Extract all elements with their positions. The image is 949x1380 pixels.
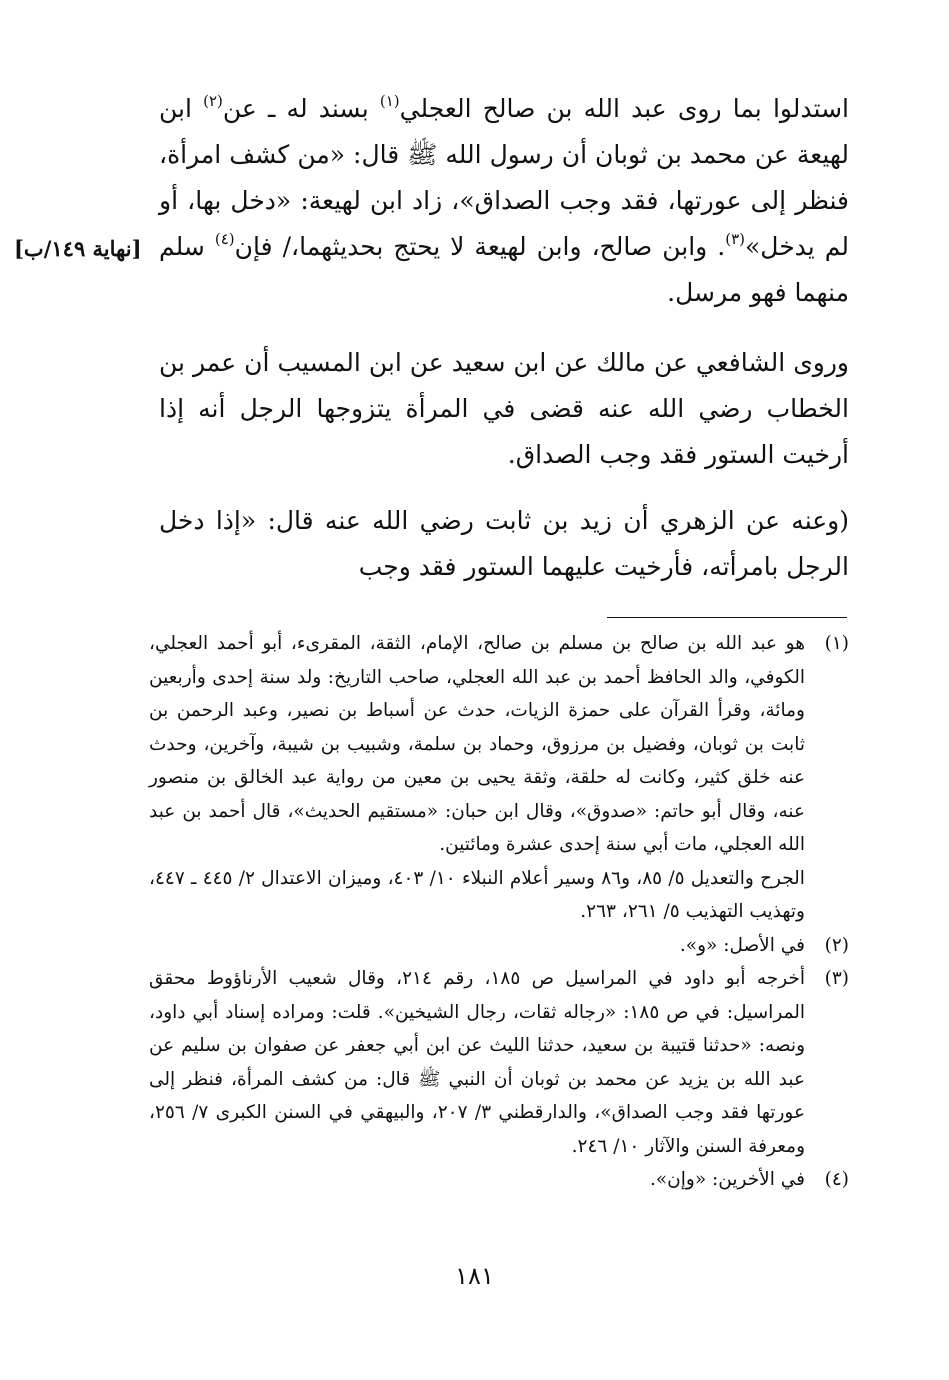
footnote-3 xyxy=(149,962,849,1163)
text-segment: استدلوا بما روى عبد الله بن صالح العجلي xyxy=(399,94,849,123)
footnote-text: هو عبد الله بن صالح بن مسلم بن صالح، الإمام، الثقة، المقرىء، أبو أحمد العجلي، الكوفي، والد الحافظ أحمد بن عبد الله العجلي، صاحب التاريخ: ولد سنة إحدى وأربعين ومائة، وقرأ القرآن على حمزة الزيات، حدث عن أسباط بن نصير، وعبد الرحمن بن ثابت بن ثوبان، وفضيل بن مرزوق، وحماد بن سلمة، وشبيب بن شيبة، وآخرين، وحدث عنه خلق كثير، وكانت له حلقة، وثقة يحيى بن معين من رواية عبد الخالق بن منصور عنه، وقال أبو حاتم: «صدوق»، وقال ابن حبان: «مستقيم الحديث»، قال أحمد بن عبد الله العجلي، مات أبي سنة إحدى عشرة ومائتين. xyxy=(149,633,805,855)
manuscript-folio-marker: [نهاية ١٤٩/ب] xyxy=(14,236,142,261)
footnote-text: الجرح والتعديل ٥/ ٨٥، و٨٦ وسير أعلام النبلاء ١٠/ ٤٠٣، وميزان الاعتدال ٢/ ٤٤٥ ـ ٤٤٧، وتهذيب التهذيب ٥/ ٢٦١، ٢٦٣. xyxy=(149,867,805,922)
text-segment: سلم منهما فهو مرسل. xyxy=(159,232,849,307)
footnote-number: (٤) xyxy=(824,1169,849,1190)
footnote-1 xyxy=(149,627,849,929)
main-paragraph-3: (وعنه عن الزهري أن زيد بن ثابت رضي الله عنه قال: «إذا دخل الرجل بامرأته، فأرخيت عليهما الستور فقد وجب xyxy=(159,506,849,581)
footnote-2 xyxy=(149,929,849,963)
footnote-4 xyxy=(149,1163,849,1197)
text-segment: . وابن صالح، وابن لهيعة لا يحتج بحديثهما،/ فإن xyxy=(234,232,726,261)
footnote-body xyxy=(149,1163,805,1197)
footnote-body xyxy=(149,929,805,963)
main-paragraph-1 xyxy=(159,86,849,316)
footnote-ref-1: (١) xyxy=(379,92,400,110)
page-number: ١٨١ xyxy=(455,1262,494,1290)
footnotes-section xyxy=(149,627,849,1197)
footnote-number: (٣) xyxy=(824,968,849,989)
footnote-ref-4: (٤) xyxy=(214,230,235,248)
footnote-text: أخرجه أبو داود في المراسيل ص ١٨٥، رقم ٢١٤، وقال شعيب الأرناؤوط محقق المراسيل: في ص ١٨٥: «رجاله ثقات، رجال الشيخين». قلت: ومراده إسناد أبي داود، ونصه: «حدثنا قتيبة بن سعيد، حدثنا الليث عن ابن أبي جعفر عن صفوان بن سليم عن عبد الله بن يزيد عن محمد بن ثوبان أن النبي ﷺ قال: من كشف المرأة، فنظر إلى عورتها فقد وجب الصداق»، والدارقطني ٣/ ٢٠٧، والبيهقي في السنن الكبرى ٧/ ٢٥٦، ومعرفة السنن والآثار ١٠/ ٢٤٦. xyxy=(149,968,805,1157)
footnote-text: في الأخرين: «وإن». xyxy=(649,1169,805,1190)
footnote-number: (١) xyxy=(824,633,849,654)
text-segment: بسند له ـ عن xyxy=(222,94,380,123)
footnote-ref-3: (٣) xyxy=(725,230,745,248)
footnote-body xyxy=(149,962,805,1163)
text-segment: ابن لهيعة عن محمد بن ثوبان أن رسول الله ﷺ قال: «من كشف امرأة، فنظر إلى عورتها، فقد وجب الصداق»، زاد ابن لهيعة: «دخل بها، أو لم يدخل» xyxy=(159,94,850,261)
footnote-text: في الأصل: «و». xyxy=(679,934,805,956)
footnote-ref-2: (٢) xyxy=(203,92,223,110)
main-paragraph-2: وروى الشافعي عن مالك عن ابن سعيد عن ابن المسيب أن عمر بن الخطاب رضي الله عنه قضى في المرأة يتزوجها الرجل أنه إذا أرخيت الستور فقد وجب الصداق. xyxy=(159,348,849,469)
footnote-number: (٢) xyxy=(824,934,849,956)
footnote-separator xyxy=(607,617,847,618)
footnote-body xyxy=(149,627,805,929)
